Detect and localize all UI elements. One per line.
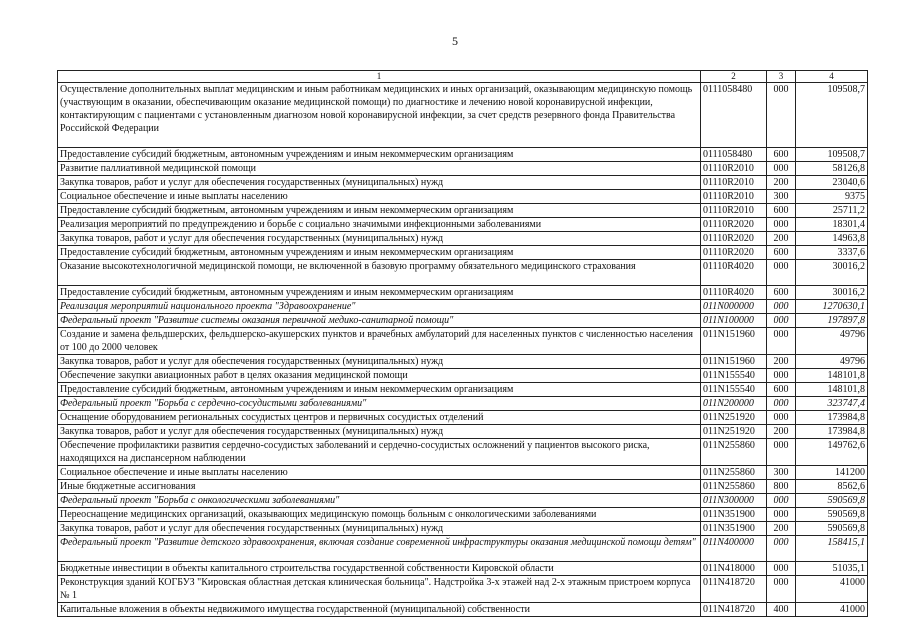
row-code-cell: 011N100000 — [701, 314, 767, 328]
row-code-cell: 011N251920 — [701, 425, 767, 439]
row-name-cell: Развитие паллиативной медицинской помощи — [58, 162, 701, 176]
row-amount-cell: 49796 — [796, 328, 868, 355]
row-name-cell: Федеральный проект "Развитие детского здравоохранения, включая создание современной инфраструктуры оказания медицинской помощи детям" — [58, 536, 701, 562]
table-row — [58, 162, 868, 176]
table-row — [58, 190, 868, 204]
row-code-cell: 011N255860 — [701, 439, 767, 466]
row-code-cell: 011N418720 — [701, 603, 767, 617]
row-amount-cell: 141200 — [796, 466, 868, 480]
row-vr-cell: 000 — [767, 260, 796, 286]
row-vr-cell: 000 — [767, 576, 796, 603]
row-amount-cell: 14963,8 — [796, 232, 868, 246]
table-row — [58, 83, 868, 148]
table-row — [58, 300, 868, 314]
row-amount-cell: 197897,8 — [796, 314, 868, 328]
row-name-cell: Социальное обеспечение и иные выплаты населению — [58, 466, 701, 480]
row-code-cell: 011N000000 — [701, 300, 767, 314]
row-code-cell: 01110R2010 — [701, 162, 767, 176]
table-row — [58, 508, 868, 522]
row-amount-cell: 590569,8 — [796, 522, 868, 536]
row-name-cell: Социальное обеспечение и иные выплаты населению — [58, 190, 701, 204]
row-amount-cell: 148101,8 — [796, 383, 868, 397]
row-code-cell: 011N251920 — [701, 411, 767, 425]
row-name-cell: Предоставление субсидий бюджетным, автономным учреждениям и иным некоммерческим организациям — [58, 383, 701, 397]
table-row — [58, 536, 868, 562]
row-vr-cell: 400 — [767, 603, 796, 617]
table-row — [58, 383, 868, 397]
table-row — [58, 260, 868, 286]
row-code-cell: 01110R2010 — [701, 204, 767, 218]
table-row — [58, 411, 868, 425]
row-name-cell: Предоставление субсидий бюджетным, автономным учреждениям и иным некоммерческим организациям — [58, 148, 701, 162]
row-name-cell: Обеспечение закупки авиационных работ в целях оказания медицинской помощи — [58, 369, 701, 383]
row-amount-cell: 173984,8 — [796, 425, 868, 439]
row-vr-cell: 000 — [767, 536, 796, 562]
row-code-cell: 011N418000 — [701, 562, 767, 576]
page-number: 5 — [452, 34, 458, 48]
table-row — [58, 369, 868, 383]
row-name-cell: Оснащение оборудованием региональных сосудистых центров и первичных сосудистых отделений — [58, 411, 701, 425]
row-code-cell: 011N151960 — [701, 355, 767, 369]
row-name-cell: Предоставление субсидий бюджетным, автономным учреждениям и иным некоммерческим организациям — [58, 286, 701, 300]
row-vr-cell: 000 — [767, 494, 796, 508]
header-col-1: 1 — [58, 71, 701, 83]
row-name-cell: Предоставление субсидий бюджетным, автономным учреждениям и иным некоммерческим организациям — [58, 246, 701, 260]
table-row — [58, 176, 868, 190]
row-code-cell: 01110R2010 — [701, 176, 767, 190]
row-code-cell: 011N255860 — [701, 466, 767, 480]
row-name-cell: Закупка товаров, работ и услуг для обеспечения государственных (муниципальных) нужд — [58, 232, 701, 246]
table-row — [58, 562, 868, 576]
row-vr-cell: 000 — [767, 162, 796, 176]
row-vr-cell: 000 — [767, 83, 796, 148]
row-amount-cell: 51035,1 — [796, 562, 868, 576]
row-vr-cell: 600 — [767, 383, 796, 397]
table-row — [58, 148, 868, 162]
row-amount-cell: 23040,6 — [796, 176, 868, 190]
row-name-cell: Закупка товаров, работ и услуг для обеспечения государственных (муниципальных) нужд — [58, 176, 701, 190]
row-code-cell: 011N200000 — [701, 397, 767, 411]
row-amount-cell: 30016,2 — [796, 260, 868, 286]
row-vr-cell: 200 — [767, 425, 796, 439]
row-vr-cell: 000 — [767, 328, 796, 355]
row-code-cell: 011N351900 — [701, 522, 767, 536]
table-row — [58, 286, 868, 300]
row-code-cell: 011N351900 — [701, 508, 767, 522]
row-code-cell: 01110R2010 — [701, 190, 767, 204]
row-amount-cell: 158415,1 — [796, 536, 868, 562]
row-name-cell: Переоснащение медицинских организаций, оказывающих медицинскую помощь больным с онкологическими заболеваниями — [58, 508, 701, 522]
table-row — [58, 355, 868, 369]
row-vr-cell: 200 — [767, 232, 796, 246]
row-code-cell: 011N418720 — [701, 576, 767, 603]
row-name-cell: Бюджетные инвестиции в объекты капитального строительства государственной собственности Кировской области — [58, 562, 701, 576]
row-name-cell: Капитальные вложения в объекты недвижимого имущества государственной (муниципальной) собственности — [58, 603, 701, 617]
row-amount-cell: 41000 — [796, 603, 868, 617]
row-amount-cell: 25711,2 — [796, 204, 868, 218]
row-vr-cell: 000 — [767, 397, 796, 411]
table-row — [58, 480, 868, 494]
header-col-2: 2 — [701, 71, 767, 83]
row-code-cell: 01110R2020 — [701, 232, 767, 246]
row-amount-cell: 109508,7 — [796, 83, 868, 148]
row-amount-cell: 49796 — [796, 355, 868, 369]
row-name-cell: Создание и замена фельдшерских, фельдшерско-акушерских пунктов и врачебных амбулаторий для населенных пунктов с численностью населения от 100 до 2000 человек — [58, 328, 701, 355]
row-vr-cell: 000 — [767, 562, 796, 576]
row-code-cell: 0111058480 — [701, 148, 767, 162]
row-code-cell: 01110R4020 — [701, 286, 767, 300]
row-amount-cell: 9375 — [796, 190, 868, 204]
row-code-cell: 01110R4020 — [701, 260, 767, 286]
row-amount-cell: 30016,2 — [796, 286, 868, 300]
row-name-cell: Федеральный проект "Развитие системы оказания первичной медико-санитарной помощи" — [58, 314, 701, 328]
row-vr-cell: 000 — [767, 218, 796, 232]
row-amount-cell: 590569,8 — [796, 494, 868, 508]
row-vr-cell: 000 — [767, 314, 796, 328]
table-row — [58, 439, 868, 466]
row-amount-cell: 8562,6 — [796, 480, 868, 494]
row-name-cell: Реализация мероприятий по предупреждению и борьбе с социально значимыми инфекционными заболеваниями — [58, 218, 701, 232]
row-vr-cell: 000 — [767, 439, 796, 466]
row-name-cell: Иные бюджетные ассигнования — [58, 480, 701, 494]
row-amount-cell: 323747,4 — [796, 397, 868, 411]
row-vr-cell: 200 — [767, 355, 796, 369]
row-vr-cell: 300 — [767, 190, 796, 204]
table-row — [58, 522, 868, 536]
row-amount-cell: 41000 — [796, 576, 868, 603]
row-amount-cell: 149762,6 — [796, 439, 868, 466]
row-vr-cell: 200 — [767, 522, 796, 536]
row-vr-cell: 000 — [767, 508, 796, 522]
table-row — [58, 397, 868, 411]
row-name-cell: Предоставление субсидий бюджетным, автономным учреждениям и иным некоммерческим организациям — [58, 204, 701, 218]
row-amount-cell: 58126,8 — [796, 162, 868, 176]
row-code-cell: 01110R2020 — [701, 246, 767, 260]
row-vr-cell: 600 — [767, 246, 796, 260]
table-row — [58, 232, 868, 246]
row-name-cell: Закупка товаров, работ и услуг для обеспечения государственных (муниципальных) нужд — [58, 522, 701, 536]
row-name-cell: Закупка товаров, работ и услуг для обеспечения государственных (муниципальных) нужд — [58, 425, 701, 439]
table-row — [58, 603, 868, 617]
row-name-cell: Реализация мероприятий национального проекта "Здравоохранение" — [58, 300, 701, 314]
table-row — [58, 218, 868, 232]
table-row — [58, 314, 868, 328]
row-amount-cell: 3337,6 — [796, 246, 868, 260]
row-name-cell: Обеспечение профилактики развития сердечно-сосудистых заболеваний и сердечно-сосудистых осложнений у пациентов высокого риска, находящихся на диспансерном наблюдении — [58, 439, 701, 466]
row-name-cell: Федеральный проект "Борьба с сердечно-сосудистыми заболеваниями" — [58, 397, 701, 411]
row-vr-cell: 000 — [767, 411, 796, 425]
row-name-cell: Осуществление дополнительных выплат медицинским и иным работникам медицинских и иных организаций, оказывающим медицинскую помощь (участвующим в оказании, обеспечивающим оказание медицинской помощи) по диагностике и лечению новой коронавирусной инфекции, контактирующим с пациентами с установленным диагнозом новой коронавирусной инфекции, за счет средств резервного фонда Правительства Российской Федерации — [58, 83, 701, 148]
row-vr-cell: 600 — [767, 148, 796, 162]
row-name-cell: Закупка товаров, работ и услуг для обеспечения государственных (муниципальных) нужд — [58, 355, 701, 369]
row-vr-cell: 000 — [767, 300, 796, 314]
row-amount-cell: 173984,8 — [796, 411, 868, 425]
row-code-cell: 011N255860 — [701, 480, 767, 494]
row-code-cell: 011N400000 — [701, 536, 767, 562]
row-vr-cell: 200 — [767, 176, 796, 190]
row-code-cell: 011N300000 — [701, 494, 767, 508]
row-vr-cell: 000 — [767, 369, 796, 383]
row-code-cell: 011N151960 — [701, 328, 767, 355]
row-code-cell: 011N155540 — [701, 383, 767, 397]
table-row — [58, 494, 868, 508]
header-col-4: 4 — [796, 71, 868, 83]
row-name-cell: Реконструкция зданий КОГБУЗ "Кировская областная детская клиническая больница". Надстройка 3-х этажей над 2-х этажным пристроем корпуса № 1 — [58, 576, 701, 603]
table-row — [58, 204, 868, 218]
row-vr-cell: 300 — [767, 466, 796, 480]
row-amount-cell: 18301,4 — [796, 218, 868, 232]
table-row — [58, 576, 868, 603]
row-amount-cell: 1270630,1 — [796, 300, 868, 314]
table-row — [58, 246, 868, 260]
row-name-cell: Федеральный проект "Борьба с онкологическими заболеваниями" — [58, 494, 701, 508]
table-row — [58, 466, 868, 480]
row-vr-cell: 800 — [767, 480, 796, 494]
budget-table — [57, 70, 868, 617]
header-col-3: 3 — [767, 71, 796, 83]
row-vr-cell: 600 — [767, 286, 796, 300]
row-amount-cell: 148101,8 — [796, 369, 868, 383]
table-row — [58, 328, 868, 355]
row-code-cell: 0111058480 — [701, 83, 767, 148]
table-row — [58, 425, 868, 439]
row-code-cell: 01110R2020 — [701, 218, 767, 232]
table-header-row — [58, 71, 868, 83]
row-vr-cell: 600 — [767, 204, 796, 218]
row-amount-cell: 109508,7 — [796, 148, 868, 162]
row-name-cell: Оказание высокотехнологичной медицинской помощи, не включенной в базовую программу обязательного медицинского страхования — [58, 260, 701, 286]
row-amount-cell: 590569,8 — [796, 508, 868, 522]
row-code-cell: 011N155540 — [701, 369, 767, 383]
